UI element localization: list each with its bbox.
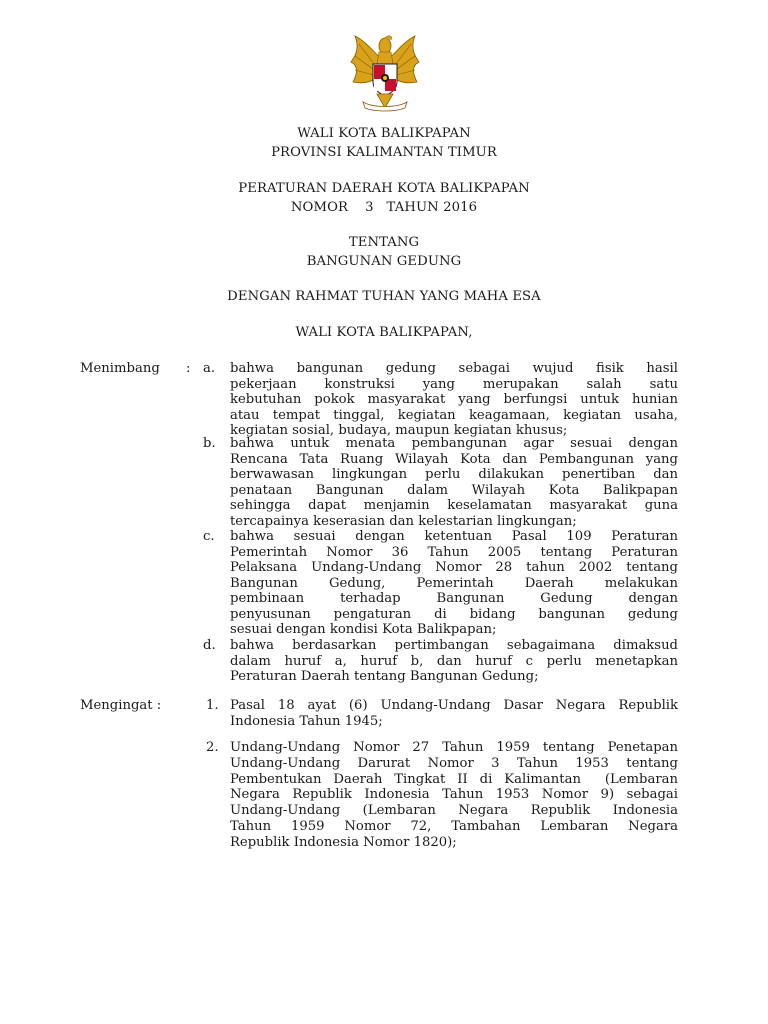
item-marker-d: d. (203, 638, 216, 653)
text-line: Tahun 1959 Nomor 72, Tambahan Lembaran Negara (230, 818, 678, 834)
text-line: Pelaksana Undang-Undang Nomor 28 tahun 2002 tentang (230, 560, 678, 575)
text-line: dalam huruf a, huruf b, dan huruf c perlu menetapkan (230, 653, 678, 669)
text-line: kebutuhan pokok masyarakat yang berfungsi untuk hunian (230, 392, 678, 407)
text-line: berwawasan lingkungan perlu dilakukan penertiban dan (230, 467, 678, 482)
text-line: penyusunan pengaturan di bidang bangunan gedung (230, 606, 678, 622)
item-marker-a: a. (203, 361, 216, 376)
text-line: Negara Republik Indonesia Tahun 1953 Nomor 9) sebagai (230, 787, 678, 803)
text-line: bahwa sesuai dengan ketentuan Pasal 109 Peraturan (230, 529, 678, 544)
text-line: Pemerintah Nomor 36 Tahun 2005 tentang Peraturan (230, 544, 678, 560)
menimbang-item-b (230, 436, 678, 529)
item-marker-1: 1. (206, 698, 219, 713)
item-marker-c: c. (203, 529, 215, 544)
menimbang-item-c (230, 529, 678, 638)
text-line: Pembentukan Daerah Tingkat II di Kalimantan (Lembaran (230, 771, 678, 787)
menimbang-item-a (230, 361, 678, 439)
header-line-2: PROVINSI KALIMANTAN TIMUR (271, 145, 497, 160)
subject-heading: BANGUNAN GEDUNG (306, 254, 462, 269)
text-line: Pasal 18 ayat (6) Undang-Undang Dasar Negara Republik (230, 698, 678, 713)
text-line: Republik Indonesia Nomor 1820); (230, 834, 457, 850)
garuda-emblem-icon (345, 32, 425, 114)
item-marker-2: 2. (206, 740, 219, 755)
mengingat-item-1 (230, 698, 678, 729)
text-line: Undang-Undang Darurat Nomor 3 Tahun 1953 tentang (230, 755, 678, 771)
text-line: tercapainya keserasian dan kelestarian lingkungan; (230, 513, 577, 529)
text-line: Bangunan Gedung, Pemerintah Daerah melakukan (230, 575, 678, 591)
text-line: sesuai dengan kondisi Kota Balikpapan; (230, 622, 497, 637)
menimbang-label: Menimbang (80, 361, 160, 376)
text-line: Rencana Tata Ruang Wilayah Kota dan Pembangunan yang (230, 451, 678, 467)
text-line: kegiatan sosial, budaya, maupun kegiatan khusus; (230, 423, 568, 438)
issuer-line: WALI KOTA BALIKPAPAN, (295, 325, 473, 340)
text-line: sehingga dapat menjamin keselamatan masyarakat guna (230, 498, 678, 513)
text-line: pembinaan terhadap Bangunan Gedung dengan (230, 591, 678, 606)
menimbang-colon: : (186, 361, 191, 376)
text-line: Undang-Undang Nomor 27 Tahun 1959 tentang Penetapan (230, 740, 678, 755)
text-line: pekerjaan konstruksi yang merupakan salah satu (230, 376, 678, 392)
text-line: bahwa bangunan gedung sebagai wujud fisik hasil (230, 361, 678, 376)
text-line: penataan Bangunan dalam Wilayah Kota Balikpapan (230, 482, 678, 498)
preamble-line: DENGAN RAHMAT TUHAN YANG MAHA ESA (227, 289, 541, 304)
text-line: Undang-Undang (Lembaran Negara Republik Indonesia (230, 803, 678, 819)
text-line: Peraturan Daerah tentang Bangunan Gedung; (230, 669, 539, 684)
text-line: bahwa untuk menata pembangunan agar sesuai dengan (230, 436, 678, 451)
header-line-1: WALI KOTA BALIKPAPAN (297, 126, 471, 141)
menimbang-item-d (230, 638, 678, 685)
text-line: atau tempat tinggal, kegiatan keagamaan, kegiatan usaha, (230, 407, 678, 423)
about-heading: TENTANG (348, 235, 420, 250)
regulation-number: NOMOR 3 TAHUN 2016 (290, 200, 478, 215)
item-marker-b: b. (203, 436, 216, 451)
mengingat-label: Mengingat : (80, 698, 162, 713)
mengingat-item-2 (230, 740, 678, 851)
regulation-title: PERATURAN DAERAH KOTA BALIKPAPAN (238, 181, 530, 196)
text-line: bahwa berdasarkan pertimbangan sebagaimana dimaksud (230, 638, 678, 653)
text-line: Indonesia Tahun 1945; (230, 713, 383, 729)
